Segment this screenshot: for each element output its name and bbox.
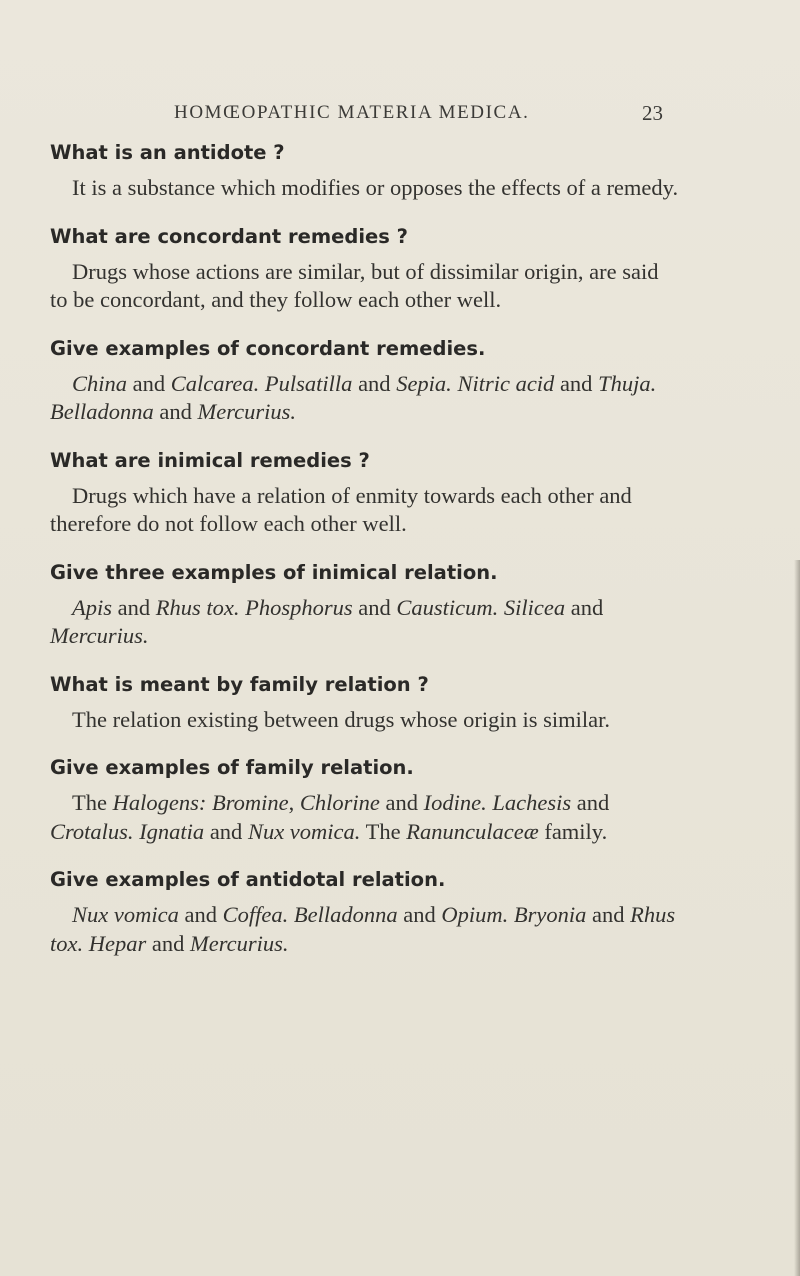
remedy-name: Ignatia	[139, 818, 205, 844]
answer-segment: Drugs whose actions are similar, but of dissimilar origin, are said to be concordant, and they follow each other well.	[50, 258, 659, 312]
qa-item	[50, 336, 680, 427]
answer-segment: and	[204, 818, 248, 844]
section-gap	[50, 734, 680, 755]
remedy-name: Sepia.	[396, 370, 452, 396]
question-heading: Give examples of family relation.	[50, 756, 414, 779]
remedy-name: Pulsatilla	[264, 370, 353, 396]
remedy-name: Mercurius.	[50, 623, 149, 648]
remedy-name: Opium.	[441, 902, 509, 927]
qa-item	[50, 448, 680, 539]
remedy-name: Causticum.	[396, 594, 499, 620]
answer-segment: The	[72, 790, 113, 815]
answer-segment: and	[554, 370, 599, 396]
remedy-name: Chlorine	[299, 790, 380, 815]
answer-segment: Drugs which have a relation of enmity towards each other and therefore do not follow each other well.	[50, 482, 632, 536]
section-gap	[50, 427, 680, 448]
remedy-name: Thuja.	[598, 370, 657, 396]
remedy-name: Crotalus.	[50, 818, 134, 844]
answer-segment: and	[397, 902, 442, 927]
answer-segment: The relation existing between drugs whose origin is similar.	[72, 706, 611, 732]
running-title: HOMŒOPATHIC MATERIA MEDICA.	[174, 102, 530, 123]
remedy-name: Iodine.	[423, 790, 487, 815]
remedy-name: Belladonna	[50, 399, 154, 424]
qa-item	[50, 224, 680, 315]
answer-segment: and	[153, 399, 198, 424]
answer-segment: and	[352, 370, 397, 396]
answer-segment: and	[586, 902, 631, 927]
qa-item	[50, 755, 680, 846]
question-heading: Give examples of concordant remedies.	[50, 336, 486, 360]
qa-item	[50, 672, 680, 735]
section-gap	[50, 203, 680, 224]
remedy-name: Bryonia	[513, 902, 587, 927]
answer-segment: and	[352, 594, 397, 620]
remedy-name: Hepar	[88, 930, 147, 956]
answer-text	[50, 901, 680, 958]
remedy-name: Ranunculaceæ	[406, 818, 539, 844]
remedy-name: Calcarea.	[170, 370, 260, 396]
qa-item	[50, 140, 680, 203]
remedy-name: China	[72, 370, 128, 396]
section-gap	[50, 651, 680, 672]
section-gap	[50, 539, 680, 560]
question-heading: What is meant by family relation ?	[50, 672, 429, 696]
page-edge-shadow	[794, 560, 800, 1276]
answer-segment: and	[571, 790, 610, 815]
question-heading: What is an antidote ?	[50, 141, 285, 164]
qa-item	[50, 867, 680, 958]
section-gap	[50, 315, 680, 336]
answer-text	[50, 482, 680, 539]
answer-text	[50, 174, 680, 203]
answer-segment: and	[146, 930, 190, 956]
answer-segment: and	[379, 790, 424, 815]
question-heading: Give examples of antidotal relation.	[50, 868, 446, 891]
question-heading: What are concordant remedies ?	[50, 224, 408, 248]
answer-segment: and	[178, 902, 223, 927]
answer-segment: family.	[538, 818, 608, 844]
qa-item	[50, 560, 680, 651]
remedy-name: Rhus tox.	[50, 902, 676, 956]
answer-text	[50, 789, 680, 846]
remedy-name: Rhus tox.	[155, 594, 240, 620]
remedy-name: Belladonna	[293, 902, 398, 927]
remedy-name: Apis	[72, 594, 113, 620]
answer-text	[50, 370, 680, 427]
remedy-name: Nux vomica.	[247, 818, 361, 844]
remedy-name: Halogens: Bromine	[112, 790, 289, 815]
answer-segment: and	[112, 594, 156, 620]
remedy-name: Lachesis	[492, 790, 572, 815]
remedy-name: Mercurius.	[197, 399, 297, 424]
remedy-name: Mercurius.	[190, 930, 289, 956]
answer-segment: The	[360, 818, 407, 844]
remedy-name: Silicea	[503, 594, 566, 620]
page-number: 23	[642, 101, 663, 125]
section-gap	[50, 846, 680, 867]
answer-segment: and	[565, 594, 604, 620]
remedy-name: Coffea.	[222, 902, 289, 927]
answer-text	[50, 594, 680, 651]
answer-segment: and	[127, 370, 171, 396]
remedy-name: Nitric acid	[457, 370, 555, 396]
remedy-name: Nux vomica	[72, 902, 179, 927]
answer-text	[50, 258, 680, 315]
answer-segment: It is a substance which modifies or opposes the effects of a remedy.	[72, 175, 679, 200]
qa-list	[50, 140, 680, 958]
answer-segment: ,	[288, 790, 300, 815]
question-heading: What are inimical remedies ?	[50, 448, 370, 472]
remedy-name: Phosphorus	[245, 594, 353, 620]
answer-text	[50, 706, 680, 735]
question-heading: Give three examples of inimical relation.	[50, 560, 498, 584]
